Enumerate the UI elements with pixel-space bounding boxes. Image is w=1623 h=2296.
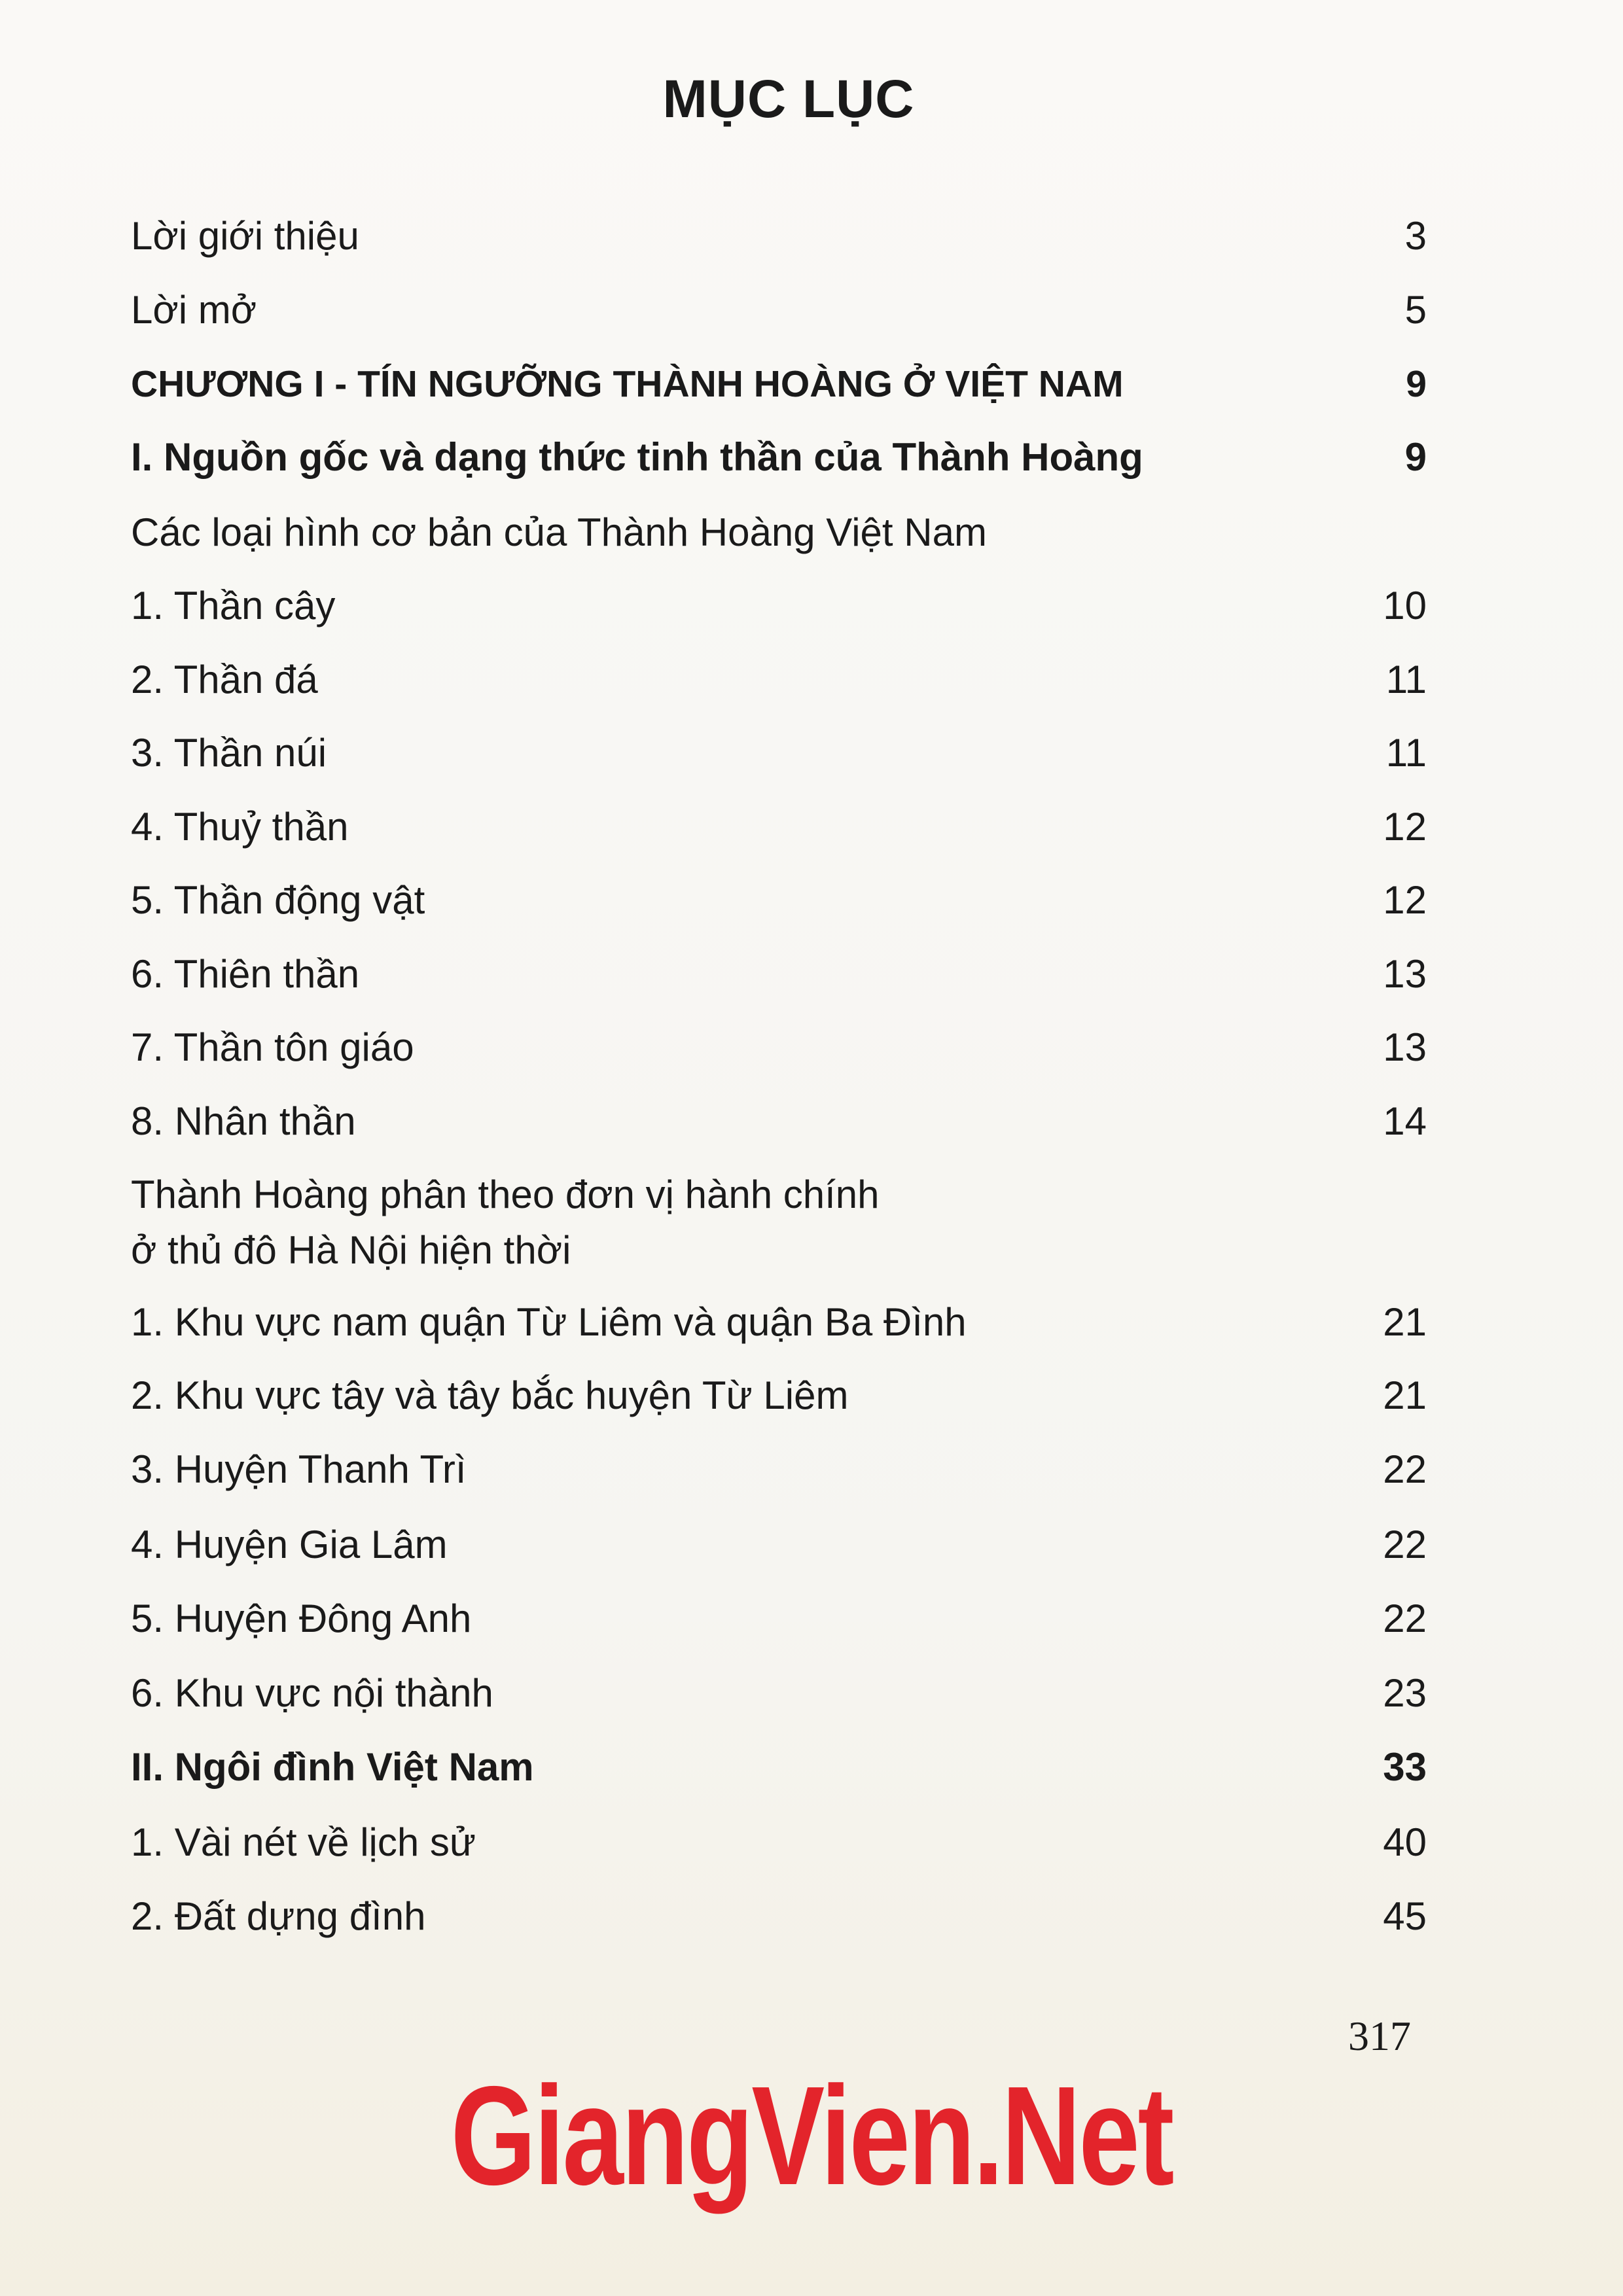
toc-entry-page: 13 (1383, 952, 1427, 996)
toc-entry-label: 6. Khu vực nội thành (131, 1671, 493, 1715)
toc-section-heading (131, 1731, 1427, 1790)
toc-entry (131, 1011, 1427, 1070)
page-number: 317 (1348, 2013, 1411, 2059)
toc-entry-page: 11 (1385, 658, 1427, 701)
toc-entry (131, 1880, 1427, 1939)
toc-section-heading (131, 421, 1427, 480)
toc-entry-page: 21 (1383, 1300, 1427, 1344)
toc-entry (131, 1657, 1427, 1716)
toc-subheading (131, 1214, 1427, 1273)
toc-entry-label: 1. Thần cây (131, 584, 336, 627)
toc-entry-label: Lời mở (131, 288, 257, 332)
toc-entry-label: I. Nguồn gốc và dạng thức tinh thần của Thành Hoàng (131, 435, 1143, 479)
toc-entry-page: 33 (1383, 1745, 1427, 1789)
toc-entry-label: 1. Khu vực nam quận Từ Liêm và quận Ba Đình (131, 1300, 967, 1344)
toc-entry-page: 5 (1404, 288, 1427, 332)
toc-entry-label: 6. Thiên thần (131, 952, 360, 996)
toc-entry (131, 1286, 1427, 1345)
toc-entry (131, 643, 1427, 702)
watermark-logo: GiangVien.Net (450, 2057, 1173, 2214)
toc-entry-page: 12 (1383, 805, 1427, 849)
page-title: MỤC LỤC (662, 69, 915, 129)
toc-entry-label: 3. Thần núi (131, 731, 327, 775)
toc-entry-page: 13 (1383, 1025, 1427, 1069)
toc-entry-label: 2. Khu vực tây và tây bắc huyện Từ Liêm (131, 1373, 849, 1417)
toc-entry-page: 14 (1383, 1099, 1427, 1143)
toc-entry-page: 3 (1404, 214, 1427, 258)
toc-subheading (131, 1158, 1427, 1217)
toc-entry (131, 1582, 1427, 1641)
toc-entry-page: 21 (1383, 1373, 1427, 1417)
toc-entry-page: 23 (1383, 1671, 1427, 1715)
toc-entry (131, 1359, 1427, 1418)
toc-entry-label: 4. Thuỷ thần (131, 805, 349, 849)
toc-entry-label: II. Ngôi đình Việt Nam (131, 1745, 534, 1789)
toc-chapter-heading (131, 347, 1427, 406)
toc-entry-page: 9 (1404, 435, 1427, 479)
toc-entry (131, 716, 1427, 775)
toc-entry-label: 2. Đất dựng đình (131, 1894, 426, 1938)
toc-entry (131, 1508, 1427, 1567)
toc-entry-label: 1. Vài nét về lịch sử (131, 1820, 476, 1864)
toc-entry (131, 1806, 1427, 1865)
toc-entry-label: 3. Huyện Thanh Trì (131, 1447, 467, 1491)
toc-entry-page: 12 (1383, 878, 1427, 922)
toc-entry-page: 9 (1406, 363, 1427, 405)
toc-entry (131, 1085, 1427, 1144)
toc-entry-page: 10 (1383, 584, 1427, 627)
toc-entry (131, 1433, 1427, 1492)
toc-subheading (131, 496, 1427, 555)
toc-entry-label: Các loại hình cơ bản của Thành Hoàng Việt Nam (131, 510, 987, 554)
toc-entry-label: 7. Thần tôn giáo (131, 1025, 414, 1069)
toc-entry-page: 45 (1383, 1894, 1427, 1938)
toc-entry-page: 22 (1383, 1597, 1427, 1640)
toc-entry-label: 4. Huyện Gia Lâm (131, 1523, 448, 1566)
toc-entry-label: 8. Nhân thần (131, 1099, 356, 1143)
toc-entry-page: 40 (1383, 1820, 1427, 1864)
toc-entry (131, 864, 1427, 923)
toc-entry-page: 22 (1383, 1523, 1427, 1566)
toc-entry (131, 938, 1427, 997)
toc-entry-page: 22 (1383, 1447, 1427, 1491)
toc-entry (131, 790, 1427, 849)
toc-entry (131, 569, 1427, 628)
toc-entry (131, 200, 1427, 258)
toc-entry-label: CHƯƠNG I - TÍN NGƯỠNG THÀNH HOÀNG Ở VIỆT NAM (131, 363, 1124, 405)
toc-entry-label: ở thủ đô Hà Nội hiện thời (131, 1228, 571, 1272)
toc-entry-label: Lời giới thiệu (131, 214, 359, 258)
toc-entry-label: 2. Thần đá (131, 658, 318, 701)
toc-entry (131, 274, 1427, 332)
toc-entry-label: 5. Huyện Đông Anh (131, 1597, 472, 1640)
toc-entry-label: Thành Hoàng phân theo đơn vị hành chính (131, 1173, 880, 1216)
toc-entry-label: 5. Thần động vật (131, 878, 425, 922)
toc-entry-page: 11 (1385, 731, 1427, 775)
